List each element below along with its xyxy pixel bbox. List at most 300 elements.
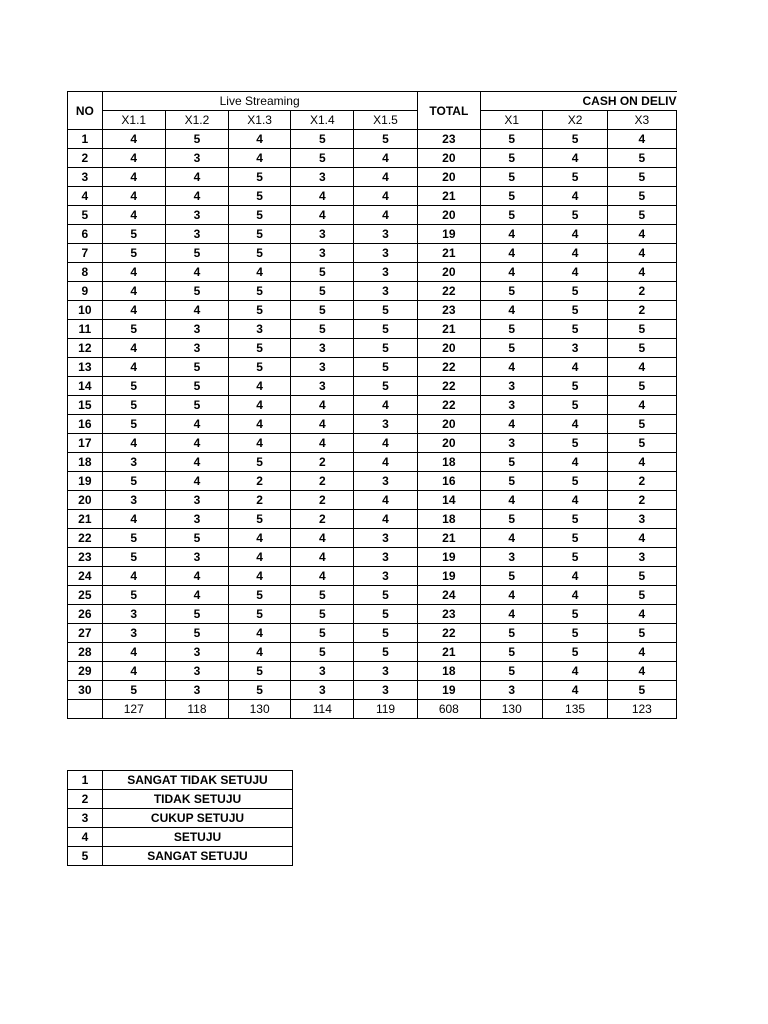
table-cell: 5 xyxy=(165,130,228,149)
table-cell: 4 xyxy=(543,586,607,605)
table-cell: 3 xyxy=(291,225,354,244)
row-number-cell: 14 xyxy=(68,377,103,396)
table-cell: 14 xyxy=(417,491,480,510)
table-cell: 19 xyxy=(417,548,480,567)
table-cell: 20 xyxy=(417,415,480,434)
table-cell: 2 xyxy=(291,472,354,491)
table-cell: 5 xyxy=(102,396,165,415)
table-cell: 4 xyxy=(102,339,165,358)
table-cell: 4 xyxy=(102,567,165,586)
legend-row xyxy=(68,809,293,828)
table-row xyxy=(68,244,677,263)
table-row xyxy=(68,529,677,548)
table-cell: 3 xyxy=(165,206,228,225)
table-row xyxy=(68,206,677,225)
table-cell: 4 xyxy=(102,662,165,681)
table-cell: 2 xyxy=(291,453,354,472)
table-row xyxy=(68,263,677,282)
table-cell: 5 xyxy=(354,377,417,396)
table-cell: 2 xyxy=(607,472,676,491)
legend-score-cell: 4 xyxy=(68,828,103,847)
row-number-cell: 9 xyxy=(68,282,103,301)
table-cell: 4 xyxy=(354,453,417,472)
table-cell: 3 xyxy=(354,529,417,548)
legend-label-cell: SETUJU xyxy=(103,828,293,847)
table-row xyxy=(68,149,677,168)
table-cell: 4 xyxy=(481,415,543,434)
row-number-cell: 16 xyxy=(68,415,103,434)
table-cell: 5 xyxy=(607,415,676,434)
table-cell: 5 xyxy=(481,624,543,643)
table-cell: 20 xyxy=(417,149,480,168)
table-row xyxy=(68,187,677,206)
table-cell: 4 xyxy=(607,263,676,282)
table-cell: 4 xyxy=(102,434,165,453)
legend-score-cell: 1 xyxy=(68,771,103,790)
table-cell: 4 xyxy=(229,624,291,643)
table-cell: 19 xyxy=(417,567,480,586)
table-cell: 5 xyxy=(291,586,354,605)
row-number-cell: 24 xyxy=(68,567,103,586)
table-cell: 3 xyxy=(291,168,354,187)
table-cell: 4 xyxy=(165,187,228,206)
row-number-cell: 7 xyxy=(68,244,103,263)
table-cell: 5 xyxy=(102,681,165,700)
row-number-cell: 1 xyxy=(68,130,103,149)
table-cell: 4 xyxy=(165,453,228,472)
table-row xyxy=(68,605,677,624)
no-header: NO xyxy=(68,92,103,130)
scale-legend-body xyxy=(68,771,293,866)
total-cell: 608 xyxy=(417,700,480,719)
table-cell: 5 xyxy=(607,168,676,187)
table-cell: 4 xyxy=(607,529,676,548)
table-cell: 3 xyxy=(354,415,417,434)
table-cell: 3 xyxy=(165,510,228,529)
table-cell: 3 xyxy=(291,377,354,396)
total-cell: 127 xyxy=(102,700,165,719)
table-cell: 5 xyxy=(229,225,291,244)
table-cell: 5 xyxy=(481,168,543,187)
col-header-x1-1: X1.1 xyxy=(102,111,165,130)
table-cell: 4 xyxy=(607,225,676,244)
table-cell: 5 xyxy=(354,130,417,149)
table-cell: 5 xyxy=(543,396,607,415)
table-cell: 5 xyxy=(165,282,228,301)
table-cell: 5 xyxy=(543,282,607,301)
row-number-cell: 29 xyxy=(68,662,103,681)
table-cell: 5 xyxy=(229,339,291,358)
table-cell: 5 xyxy=(607,681,676,700)
row-number-cell: 2 xyxy=(68,149,103,168)
table-cell: 4 xyxy=(543,358,607,377)
table-cell: 5 xyxy=(354,339,417,358)
table-cell: 22 xyxy=(417,358,480,377)
table-cell: 16 xyxy=(417,472,480,491)
col-header-x1-5: X1.5 xyxy=(354,111,417,130)
table-cell: 3 xyxy=(291,339,354,358)
table-cell: 5 xyxy=(607,206,676,225)
table-cell: 5 xyxy=(481,282,543,301)
table-cell: 3 xyxy=(102,491,165,510)
header-row-columns xyxy=(68,111,677,130)
table-cell: 2 xyxy=(229,472,291,491)
table-cell: 5 xyxy=(229,586,291,605)
table-cell: 3 xyxy=(291,681,354,700)
table-cell: 4 xyxy=(607,130,676,149)
table-cell: 4 xyxy=(481,263,543,282)
table-cell: 3 xyxy=(165,225,228,244)
table-cell: 19 xyxy=(417,225,480,244)
table-cell: 4 xyxy=(291,396,354,415)
table-cell: 4 xyxy=(543,567,607,586)
table-cell: 5 xyxy=(354,605,417,624)
table-cell: 5 xyxy=(102,244,165,263)
table-cell: 5 xyxy=(354,358,417,377)
table-cell: 3 xyxy=(165,491,228,510)
table-cell: 5 xyxy=(543,206,607,225)
table-cell: 5 xyxy=(607,586,676,605)
table-cell: 4 xyxy=(102,149,165,168)
totals-blank-cell xyxy=(68,700,103,719)
table-cell: 4 xyxy=(481,301,543,320)
col-header-x1: X1 xyxy=(481,111,543,130)
table-cell: 5 xyxy=(102,548,165,567)
table-row xyxy=(68,396,677,415)
table-cell: 3 xyxy=(291,662,354,681)
table-row xyxy=(68,586,677,605)
table-cell: 20 xyxy=(417,263,480,282)
table-cell: 4 xyxy=(102,643,165,662)
table-cell: 3 xyxy=(354,567,417,586)
table-cell: 4 xyxy=(229,643,291,662)
table-cell: 3 xyxy=(291,358,354,377)
table-cell: 4 xyxy=(607,396,676,415)
table-cell: 22 xyxy=(417,377,480,396)
table-cell: 5 xyxy=(291,263,354,282)
table-cell: 4 xyxy=(291,206,354,225)
table-cell: 22 xyxy=(417,624,480,643)
scale-legend-table xyxy=(67,770,293,866)
table-row xyxy=(68,491,677,510)
table-cell: 4 xyxy=(229,434,291,453)
table-cell: 5 xyxy=(481,662,543,681)
table-cell: 23 xyxy=(417,301,480,320)
table-cell: 5 xyxy=(165,396,228,415)
table-cell: 4 xyxy=(102,206,165,225)
table-cell: 5 xyxy=(607,149,676,168)
table-row xyxy=(68,643,677,662)
table-cell: 4 xyxy=(543,225,607,244)
row-number-cell: 8 xyxy=(68,263,103,282)
row-number-cell: 19 xyxy=(68,472,103,491)
table-cell: 5 xyxy=(229,244,291,263)
table-cell: 21 xyxy=(417,244,480,263)
table-cell: 5 xyxy=(543,529,607,548)
table-cell: 5 xyxy=(607,320,676,339)
table-cell: 5 xyxy=(354,643,417,662)
table-cell: 5 xyxy=(354,586,417,605)
survey-data-table xyxy=(67,91,677,719)
row-number-cell: 30 xyxy=(68,681,103,700)
totals-row xyxy=(68,700,677,719)
table-cell: 5 xyxy=(291,130,354,149)
table-cell: 5 xyxy=(229,605,291,624)
row-number-cell: 27 xyxy=(68,624,103,643)
table-cell: 4 xyxy=(543,453,607,472)
total-cell: 130 xyxy=(229,700,291,719)
table-cell: 5 xyxy=(291,643,354,662)
row-number-cell: 12 xyxy=(68,339,103,358)
table-cell: 4 xyxy=(354,491,417,510)
total-cell: 130 xyxy=(481,700,543,719)
table-cell: 3 xyxy=(354,282,417,301)
table-cell: 5 xyxy=(229,206,291,225)
legend-score-cell: 2 xyxy=(68,790,103,809)
table-row xyxy=(68,320,677,339)
table-cell: 4 xyxy=(543,244,607,263)
table-cell: 4 xyxy=(102,168,165,187)
table-cell: 5 xyxy=(543,301,607,320)
table-cell: 4 xyxy=(543,187,607,206)
table-cell: 4 xyxy=(543,491,607,510)
table-cell: 2 xyxy=(291,491,354,510)
legend-label-cell: CUKUP SETUJU xyxy=(103,809,293,828)
table-cell: 5 xyxy=(607,187,676,206)
legend-label-cell: TIDAK SETUJU xyxy=(103,790,293,809)
table-cell: 5 xyxy=(291,149,354,168)
table-cell: 3 xyxy=(165,662,228,681)
table-row xyxy=(68,548,677,567)
table-cell: 5 xyxy=(354,301,417,320)
table-cell: 5 xyxy=(543,130,607,149)
table-cell: 5 xyxy=(229,168,291,187)
table-cell: 4 xyxy=(165,434,228,453)
table-cell: 4 xyxy=(607,643,676,662)
table-cell: 5 xyxy=(607,567,676,586)
table-cell: 4 xyxy=(102,263,165,282)
row-number-cell: 23 xyxy=(68,548,103,567)
table-cell: 5 xyxy=(165,358,228,377)
table-cell: 5 xyxy=(102,377,165,396)
table-cell: 5 xyxy=(481,187,543,206)
total-header: TOTAL xyxy=(417,92,480,130)
table-cell: 5 xyxy=(543,168,607,187)
row-number-cell: 18 xyxy=(68,453,103,472)
table-cell: 4 xyxy=(481,529,543,548)
table-cell: 4 xyxy=(165,586,228,605)
table-cell: 5 xyxy=(102,586,165,605)
total-cell: 119 xyxy=(354,700,417,719)
table-cell: 3 xyxy=(354,548,417,567)
table-cell: 4 xyxy=(165,301,228,320)
table-cell: 3 xyxy=(165,548,228,567)
table-cell: 2 xyxy=(291,510,354,529)
table-cell: 5 xyxy=(607,377,676,396)
table-cell: 5 xyxy=(229,187,291,206)
table-cell: 4 xyxy=(481,605,543,624)
table-cell: 5 xyxy=(543,320,607,339)
table-cell: 4 xyxy=(291,187,354,206)
table-cell: 4 xyxy=(229,377,291,396)
table-row xyxy=(68,662,677,681)
table-cell: 5 xyxy=(543,624,607,643)
table-cell: 5 xyxy=(481,510,543,529)
table-cell: 5 xyxy=(102,472,165,491)
table-cell: 5 xyxy=(229,282,291,301)
table-cell: 4 xyxy=(607,662,676,681)
table-cell: 5 xyxy=(102,320,165,339)
table-cell: 4 xyxy=(291,415,354,434)
legend-row xyxy=(68,847,293,866)
table-cell: 3 xyxy=(607,548,676,567)
table-cell: 5 xyxy=(229,510,291,529)
table-cell: 5 xyxy=(165,624,228,643)
table-cell: 5 xyxy=(291,624,354,643)
table-cell: 4 xyxy=(354,149,417,168)
table-row xyxy=(68,567,677,586)
table-cell: 24 xyxy=(417,586,480,605)
table-cell: 23 xyxy=(417,605,480,624)
table-cell: 4 xyxy=(229,149,291,168)
row-number-cell: 21 xyxy=(68,510,103,529)
table-cell: 18 xyxy=(417,510,480,529)
legend-row xyxy=(68,771,293,790)
table-cell: 3 xyxy=(481,396,543,415)
table-cell: 3 xyxy=(354,263,417,282)
legend-label-cell: SANGAT SETUJU xyxy=(103,847,293,866)
table-cell: 5 xyxy=(543,605,607,624)
table-row xyxy=(68,624,677,643)
table-cell: 5 xyxy=(607,434,676,453)
table-cell: 3 xyxy=(165,681,228,700)
table-cell: 3 xyxy=(165,149,228,168)
table-cell: 5 xyxy=(291,282,354,301)
table-cell: 5 xyxy=(229,453,291,472)
table-cell: 5 xyxy=(607,339,676,358)
table-cell: 4 xyxy=(481,358,543,377)
table-cell: 19 xyxy=(417,681,480,700)
table-cell: 4 xyxy=(607,453,676,472)
table-cell: 21 xyxy=(417,320,480,339)
table-cell: 4 xyxy=(102,282,165,301)
table-cell: 4 xyxy=(543,263,607,282)
table-cell: 4 xyxy=(102,187,165,206)
table-row xyxy=(68,358,677,377)
table-row xyxy=(68,282,677,301)
table-cell: 4 xyxy=(354,187,417,206)
table-cell: 3 xyxy=(165,320,228,339)
table-cell: 4 xyxy=(543,662,607,681)
row-number-cell: 4 xyxy=(68,187,103,206)
total-cell: 118 xyxy=(165,700,228,719)
table-cell: 4 xyxy=(229,263,291,282)
table-cell: 3 xyxy=(165,339,228,358)
table-cell: 3 xyxy=(102,453,165,472)
table-cell: 4 xyxy=(354,434,417,453)
table-cell: 5 xyxy=(481,130,543,149)
table-cell: 20 xyxy=(417,339,480,358)
table-cell: 3 xyxy=(481,434,543,453)
table-row xyxy=(68,225,677,244)
table-cell: 4 xyxy=(102,301,165,320)
table-cell: 3 xyxy=(543,339,607,358)
table-row xyxy=(68,434,677,453)
legend-row xyxy=(68,790,293,809)
table-cell: 5 xyxy=(481,320,543,339)
table-cell: 2 xyxy=(607,301,676,320)
legend-score-cell: 5 xyxy=(68,847,103,866)
table-cell: 23 xyxy=(417,130,480,149)
table-row xyxy=(68,472,677,491)
table-cell: 5 xyxy=(165,244,228,263)
legend-label-cell: SANGAT TIDAK SETUJU xyxy=(103,771,293,790)
table-cell: 5 xyxy=(481,567,543,586)
table-cell: 4 xyxy=(165,415,228,434)
table-cell: 4 xyxy=(354,206,417,225)
table-cell: 4 xyxy=(229,529,291,548)
table-row xyxy=(68,510,677,529)
live-streaming-header: Live Streaming xyxy=(102,92,417,111)
table-cell: 4 xyxy=(354,510,417,529)
table-cell: 3 xyxy=(481,681,543,700)
table-cell: 20 xyxy=(417,434,480,453)
table-cell: 2 xyxy=(607,491,676,510)
table-cell: 4 xyxy=(291,567,354,586)
table-cell: 3 xyxy=(481,548,543,567)
table-cell: 3 xyxy=(607,510,676,529)
table-cell: 5 xyxy=(543,510,607,529)
table-cell: 3 xyxy=(354,244,417,263)
table-cell: 4 xyxy=(229,415,291,434)
table-cell: 5 xyxy=(102,415,165,434)
table-cell: 4 xyxy=(291,548,354,567)
row-number-cell: 25 xyxy=(68,586,103,605)
table-cell: 3 xyxy=(165,643,228,662)
row-number-cell: 13 xyxy=(68,358,103,377)
table-cell: 2 xyxy=(229,491,291,510)
table-cell: 4 xyxy=(354,168,417,187)
row-number-cell: 28 xyxy=(68,643,103,662)
table-row xyxy=(68,377,677,396)
table-cell: 4 xyxy=(481,586,543,605)
table-cell: 5 xyxy=(481,472,543,491)
table-cell: 3 xyxy=(481,377,543,396)
table-cell: 4 xyxy=(165,567,228,586)
table-cell: 5 xyxy=(291,301,354,320)
table-cell: 5 xyxy=(543,472,607,491)
table-cell: 3 xyxy=(102,624,165,643)
survey-data-body xyxy=(68,130,677,719)
table-cell: 3 xyxy=(229,320,291,339)
table-row xyxy=(68,453,677,472)
table-cell: 18 xyxy=(417,453,480,472)
table-cell: 5 xyxy=(354,320,417,339)
table-cell: 4 xyxy=(543,681,607,700)
row-number-cell: 6 xyxy=(68,225,103,244)
table-cell: 4 xyxy=(165,168,228,187)
table-cell: 5 xyxy=(354,624,417,643)
table-cell: 4 xyxy=(102,358,165,377)
table-cell: 5 xyxy=(229,681,291,700)
table-cell: 4 xyxy=(543,415,607,434)
table-cell: 4 xyxy=(102,510,165,529)
row-number-cell: 15 xyxy=(68,396,103,415)
header-row-group xyxy=(68,92,677,111)
table-cell: 5 xyxy=(229,301,291,320)
col-header-x3: X3 xyxy=(607,111,676,130)
table-cell: 4 xyxy=(291,529,354,548)
